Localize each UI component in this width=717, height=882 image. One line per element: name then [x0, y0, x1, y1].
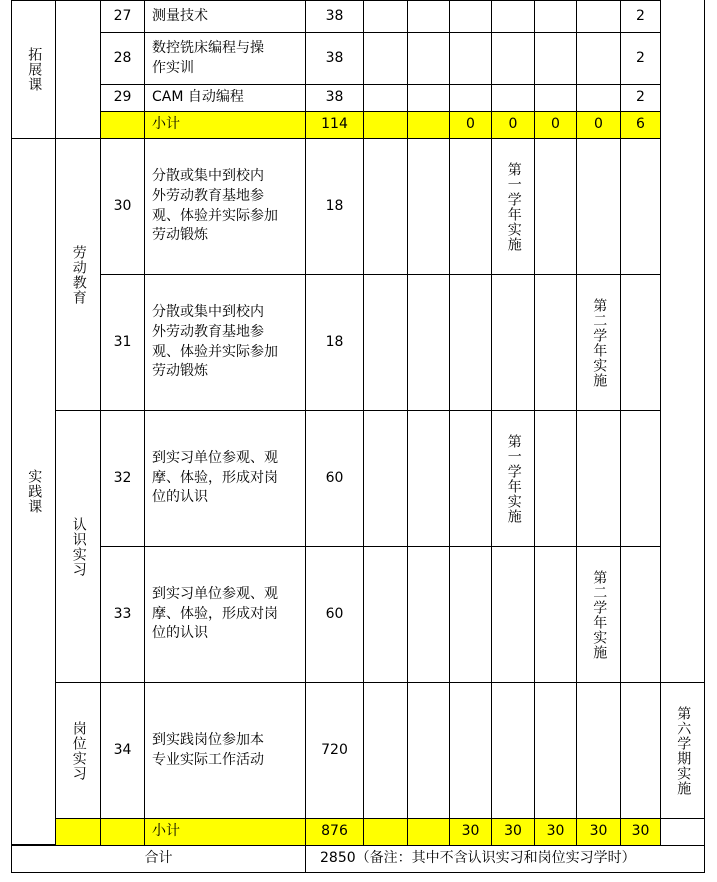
empty-cell [449, 546, 492, 683]
total-value: 2850（备注：其中不含认识实习和岗位实习学时） [305, 845, 705, 873]
subtotal-semester-value: 30 [620, 818, 661, 846]
empty-cell [491, 32, 535, 85]
course-name: 到实习单位参观、观 摩、体验，形成对岗 位的认识 [144, 410, 306, 547]
course-name: 到实习单位参观、观 摩、体验，形成对岗 位的认识 [144, 546, 306, 683]
empty-cell [363, 410, 408, 547]
schedule-note: 第二学年实施 [576, 546, 621, 683]
empty-cell [620, 274, 661, 411]
empty-cell [534, 410, 577, 547]
subtotal-label: 小计 [144, 818, 306, 846]
schedule-note: 第六学期实施 [660, 682, 705, 819]
course-hours: 720 [305, 682, 364, 819]
row-number: 34 [100, 682, 145, 819]
empty-cell [363, 546, 408, 683]
empty-cell [491, 84, 535, 112]
empty-cell [534, 32, 577, 85]
course-hours: 18 [305, 274, 364, 411]
course-credit: 2 [620, 0, 661, 33]
empty-cell [491, 0, 535, 33]
empty-cell [534, 274, 577, 411]
empty-cell [449, 274, 492, 411]
subcategory-empty [55, 0, 101, 139]
empty-cell [363, 84, 408, 112]
empty-cell [407, 410, 450, 547]
course-name: 分散或集中到校内 外劳动教育基地参 观、体验并实际参加 劳动锻炼 [144, 274, 306, 411]
course-hours: 60 [305, 410, 364, 547]
total-label: 合计 [11, 845, 306, 873]
empty-cell [576, 410, 621, 547]
subtotal-hours: 876 [305, 818, 364, 846]
subtotal-semester-value: 30 [534, 818, 577, 846]
empty-cell [534, 546, 577, 683]
subtotal-semester-value: 30 [491, 818, 535, 846]
schedule-note: 第一学年实施 [491, 138, 535, 275]
row-number: 30 [100, 138, 145, 275]
empty-cell [491, 682, 535, 819]
subcategory-renshi: 认识实习 [55, 410, 101, 683]
empty-cell [620, 138, 661, 275]
course-name: CAM 自动编程 [144, 84, 306, 112]
empty-cell [363, 682, 408, 819]
subtotal-blank [407, 818, 450, 846]
subtotal-semester-value: 0 [576, 111, 621, 139]
empty-cell [407, 138, 450, 275]
subtotal-blank [407, 111, 450, 139]
empty-cell [660, 0, 705, 683]
course-hours: 60 [305, 546, 364, 683]
empty-cell [449, 32, 492, 85]
empty-cell [491, 274, 535, 411]
empty-cell [449, 138, 492, 275]
course-hours: 38 [305, 32, 364, 85]
subtotal-hours: 114 [305, 111, 364, 139]
empty-cell [660, 818, 705, 846]
course-name: 测量技术 [144, 0, 306, 33]
subtotal-blank [100, 111, 145, 139]
subtotal-semester-value: 30 [576, 818, 621, 846]
subtotal-credit: 6 [620, 111, 661, 139]
subcategory-laodong: 劳动教育 [55, 138, 101, 411]
schedule-note: 第二学年实施 [576, 274, 621, 411]
empty-cell [620, 410, 661, 547]
group-label-tuozhan: 拓展课 [11, 0, 56, 139]
course-credit: 2 [620, 84, 661, 112]
empty-cell [620, 546, 661, 683]
subtotal-semester-value: 0 [491, 111, 535, 139]
subcategory-gangwei: 岗位实习 [55, 682, 101, 819]
empty-cell [449, 84, 492, 112]
group-label-shijian: 实践课 [11, 138, 56, 845]
empty-cell [407, 32, 450, 85]
empty-cell [363, 138, 408, 275]
empty-cell [449, 682, 492, 819]
empty-cell [576, 32, 621, 85]
subtotal-semester-value: 0 [534, 111, 577, 139]
row-number: 31 [100, 274, 145, 411]
subtotal-semester-value: 0 [449, 111, 492, 139]
subtotal-blank [100, 818, 145, 846]
empty-cell [576, 682, 621, 819]
course-name: 分散或集中到校内 外劳动教育基地参 观、体验并实际参加 劳动锻炼 [144, 138, 306, 275]
course-name: 数控铣床编程与操 作实训 [144, 32, 306, 85]
empty-cell [407, 84, 450, 112]
empty-cell [407, 0, 450, 33]
empty-cell [491, 546, 535, 683]
subtotal-blank [363, 111, 408, 139]
subtotal-blank [55, 818, 101, 846]
empty-cell [449, 0, 492, 33]
empty-cell [407, 682, 450, 819]
empty-cell [576, 138, 621, 275]
empty-cell [407, 546, 450, 683]
row-number: 29 [100, 84, 145, 112]
subtotal-semester-value: 30 [449, 818, 492, 846]
empty-cell [363, 0, 408, 33]
empty-cell [534, 682, 577, 819]
empty-cell [363, 274, 408, 411]
empty-cell [576, 84, 621, 112]
course-hours: 38 [305, 0, 364, 33]
empty-cell [534, 0, 577, 33]
course-hours: 18 [305, 138, 364, 275]
empty-cell [363, 32, 408, 85]
schedule-note: 第一学年实施 [491, 410, 535, 547]
row-number: 28 [100, 32, 145, 85]
empty-cell [407, 274, 450, 411]
course-credit: 2 [620, 32, 661, 85]
course-hours: 38 [305, 84, 364, 112]
course-name: 到实践岗位参加本 专业实际工作活动 [144, 682, 306, 819]
subtotal-blank [363, 818, 408, 846]
row-number: 27 [100, 0, 145, 33]
empty-cell [620, 682, 661, 819]
row-number: 32 [100, 410, 145, 547]
subtotal-label: 小计 [144, 111, 306, 139]
empty-cell [449, 410, 492, 547]
empty-cell [534, 138, 577, 275]
empty-cell [534, 84, 577, 112]
empty-cell [576, 0, 621, 33]
row-number: 33 [100, 546, 145, 683]
